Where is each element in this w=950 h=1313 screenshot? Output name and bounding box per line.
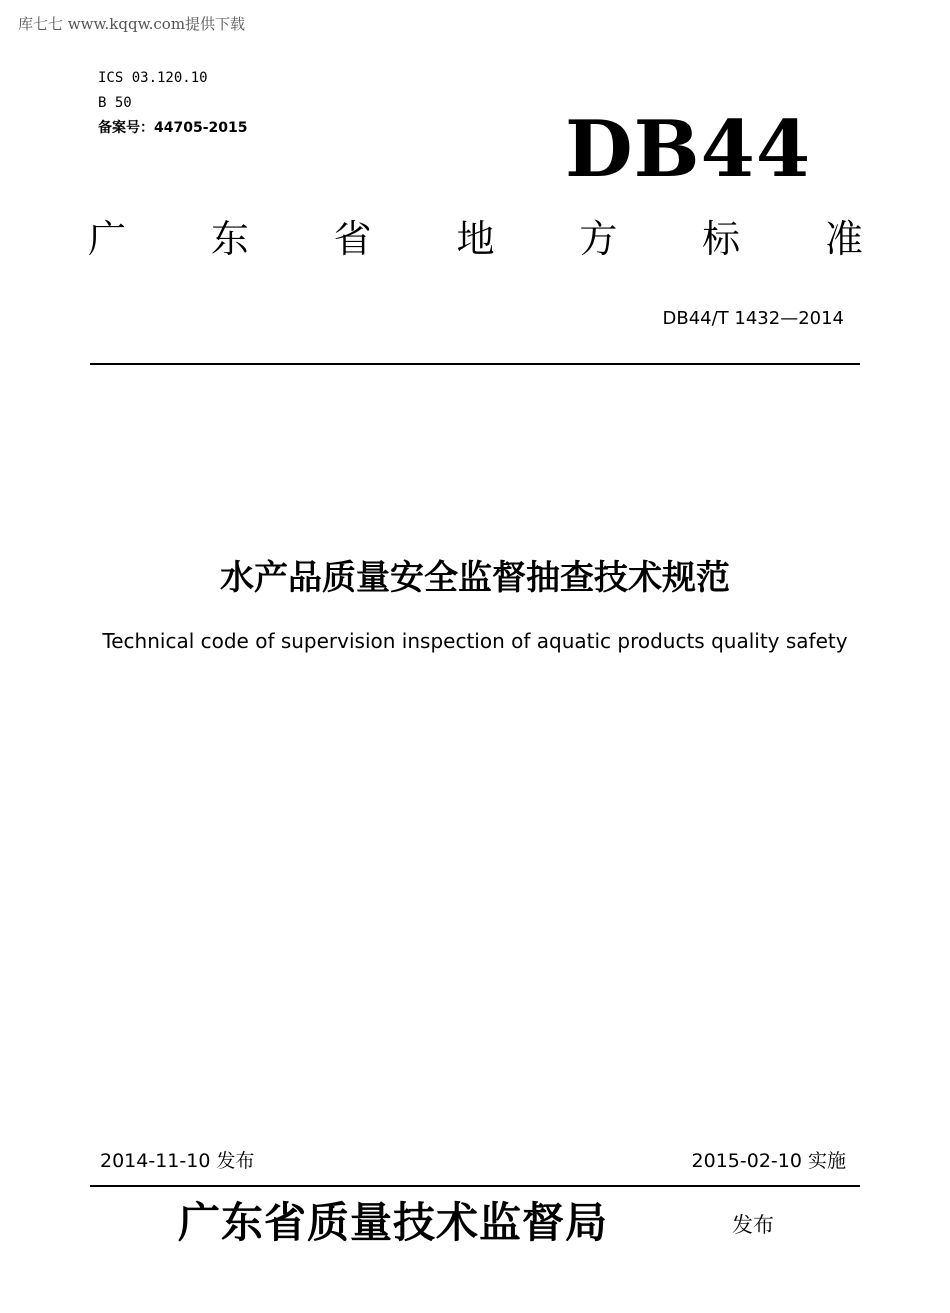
standard-code-mark: DB44	[565, 104, 812, 195]
standard-type-char: 方	[579, 217, 618, 261]
standard-number: DB44/T 1432—2014	[662, 308, 844, 329]
document-title-zh: 水产品质量安全监督抽查技术规范	[220, 558, 730, 598]
implement-date: 2015-02-10 实施	[691, 1150, 846, 1172]
top-divider	[90, 363, 860, 365]
issue-date: 2014-11-10 发布	[100, 1150, 255, 1172]
bottom-divider	[90, 1185, 860, 1187]
record-value: 44705-2015	[154, 120, 248, 136]
ics-code: ICS 03.120.10	[98, 70, 208, 86]
standard-type-char: 准	[824, 217, 863, 261]
issuing-suffix: 发布	[732, 1213, 774, 1237]
ccs-code: B 50	[98, 95, 132, 111]
standard-type-char: 东	[210, 217, 249, 261]
record-label: 备案号：	[98, 120, 154, 136]
standard-type-heading	[88, 214, 863, 264]
watermark: 库七七 www.kqqw.com提供下载	[18, 15, 246, 33]
issuing-authority: 广东省质量技术监督局	[178, 1198, 609, 1247]
standard-type-char: 省	[333, 217, 372, 261]
standard-type-char: 标	[702, 217, 741, 261]
standard-type-char: 广	[88, 217, 127, 261]
record-number	[98, 120, 247, 136]
standard-type-char: 地	[456, 217, 495, 261]
document-title-en: Technical code of supervision inspection of aquatic products quality safety	[102, 629, 848, 653]
